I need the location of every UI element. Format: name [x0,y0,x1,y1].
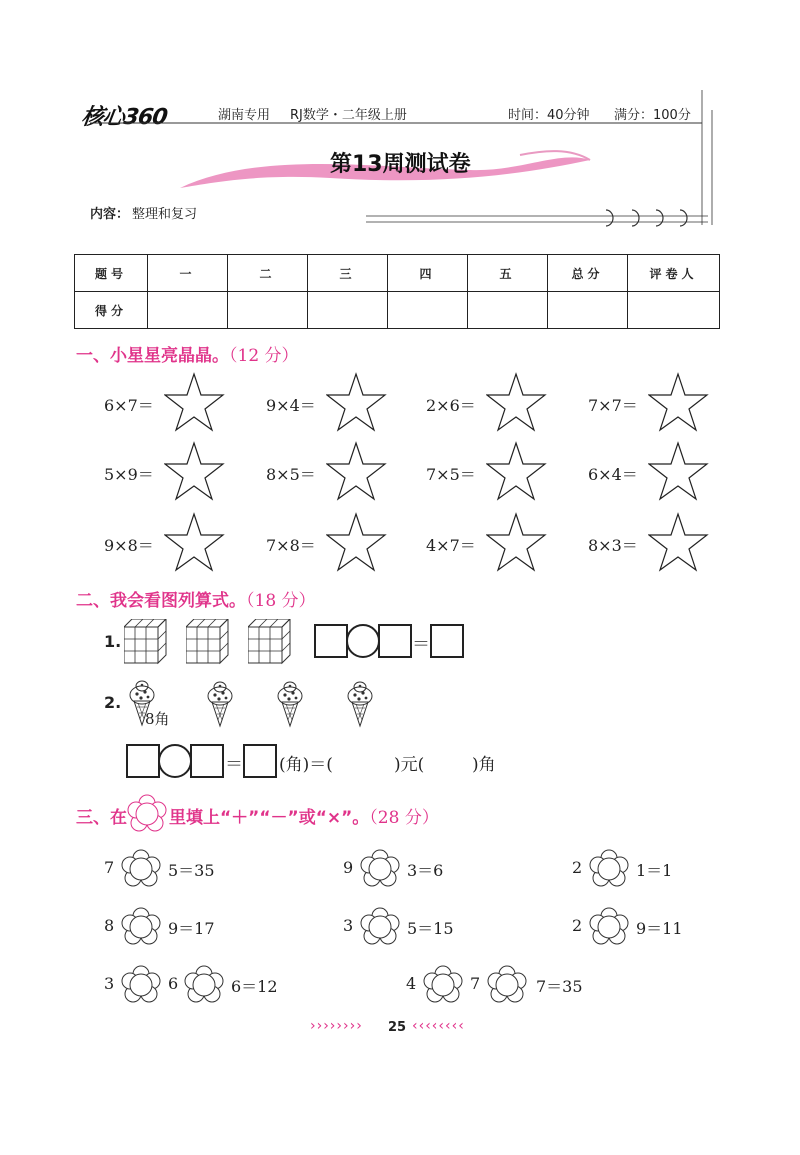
answer-box[interactable] [430,624,464,658]
star-answer-box[interactable] [648,441,710,501]
score-row-label: 得分 [75,292,148,329]
flower-answer-slot[interactable] [184,965,224,1005]
star-expression: 4×7＝ [426,536,476,555]
section3-title: 里填上“＋”“－”或“×”。 [169,808,370,828]
subject-label: RJ数学・二年级上册 [290,108,407,123]
star-expression: 9×4＝ [266,396,316,415]
fill-number: 7 [104,858,115,877]
cube-block-image [248,619,292,665]
star-answer-box[interactable] [164,372,226,432]
star-expression: 7×5＝ [426,465,476,484]
section3-points: （28 分） [369,808,439,828]
score-cell[interactable] [308,292,388,329]
content-label: 内容： [90,207,130,222]
fill-number: 2 [572,916,583,935]
star-answer-box[interactable] [326,441,388,501]
flower-answer-slot[interactable] [589,907,629,947]
fill-number: 9 [343,858,354,877]
fill-number: 3 [104,974,115,993]
flower-answer-slot[interactable] [360,849,400,889]
section2-title: 二、我会看图列算式。 [76,591,246,611]
section3-heading-pre: 三、在 [76,808,127,828]
star-answer-box[interactable] [648,372,710,432]
star-expression: 8×5＝ [266,465,316,484]
footer-arrows-left: ›››››››› [310,1018,363,1034]
section3-heading-post [169,803,439,828]
score-header-cell: 总分 [548,255,628,292]
page-title: 第13周测试卷 [330,152,471,177]
operator-circle[interactable] [158,744,192,778]
flower-answer-slot[interactable] [121,965,161,1005]
star-answer-box[interactable] [486,372,548,432]
fill-number: 7 [470,974,481,993]
fill-expression: 3＝6 [407,861,444,880]
score-header-cell: 题号 [75,255,148,292]
content-value: 整理和复习 [132,207,198,222]
score-cell[interactable] [388,292,468,329]
ice-cream-image [344,680,376,728]
fill-expression: 6＝12 [231,977,278,996]
equals-sign: ＝ [225,754,243,775]
star-answer-box[interactable] [164,512,226,572]
cube-block-image [186,619,230,665]
answer-box[interactable] [126,744,160,778]
fill-expression: 1＝1 [636,861,673,880]
score-table-score-row [75,292,720,329]
score-cell[interactable] [148,292,228,329]
ice-cream-image [204,680,236,728]
star-expression: 5×9＝ [104,465,154,484]
star-expression: 9×8＝ [104,536,154,555]
flower-answer-slot[interactable] [487,965,527,1005]
star-answer-box[interactable] [486,512,548,572]
unit-yuan-text: )元( [394,755,425,775]
fill-number: 2 [572,858,583,877]
cube-block-image [124,619,168,665]
star-answer-box[interactable] [648,512,710,572]
ice-cream-image [274,680,306,728]
star-expression: 6×7＝ [104,396,154,415]
star-answer-box[interactable] [486,441,548,501]
fill-expression: 5＝15 [407,919,454,938]
fill-number: 4 [406,974,417,993]
star-expression: 7×8＝ [266,536,316,555]
fill-expression: 7＝35 [536,977,583,996]
score-cell[interactable] [228,292,308,329]
star-answer-box[interactable] [164,441,226,501]
star-expression: 8×3＝ [588,536,638,555]
answer-box[interactable] [314,624,348,658]
unit-jiao-end-text: )角 [472,755,496,775]
fill-number: 3 [343,916,354,935]
star-expression: 6×4＝ [588,465,638,484]
score-header-cell: 二 [228,255,308,292]
score-header-cell: 评卷人 [628,255,720,292]
fill-number: 8 [104,916,115,935]
score-header-cell: 一 [148,255,228,292]
q2-label: 2. [104,693,122,712]
fill-number: 6 [168,974,179,993]
flower-icon [127,794,167,834]
answer-box[interactable] [190,744,224,778]
section2-heading [76,586,316,611]
price-label: 8角 [145,710,170,728]
fill-expression: 9＝17 [168,919,215,938]
star-expression: 2×6＝ [426,396,476,415]
score-header-cell: 四 [388,255,468,292]
flower-answer-slot[interactable] [121,849,161,889]
answer-box[interactable] [378,624,412,658]
score-table-header-row [75,255,720,292]
time-label: 时间：40分钟 [508,108,590,123]
score-header-cell: 三 [308,255,388,292]
star-answer-box[interactable] [326,512,388,572]
brand-logo: 核心360 [79,105,169,130]
score-cell[interactable] [628,292,720,329]
moon-ornaments [606,210,687,226]
star-answer-box[interactable] [326,372,388,432]
flower-answer-slot[interactable] [423,965,463,1005]
section1-title: 一、小星星亮晶晶。 [76,346,229,366]
unit-jiao-text: (角)＝( [279,755,333,775]
section1-points: （12 分） [229,346,299,366]
edition-label: 湖南专用 [218,108,271,123]
flower-answer-slot[interactable] [121,907,161,947]
footer-arrows-right: ‹‹‹‹‹‹‹‹ [412,1018,465,1034]
score-cell[interactable] [468,292,548,329]
page-number: 25 [388,1020,407,1035]
fill-expression: 5＝35 [168,861,215,880]
section1-heading [76,341,299,366]
operator-circle[interactable] [346,624,380,658]
fill-expression: 9＝11 [636,919,683,938]
answer-box[interactable] [243,744,277,778]
flower-answer-slot[interactable] [360,907,400,947]
score-header-cell: 五 [468,255,548,292]
score-cell[interactable] [548,292,628,329]
section2-points: （18 分） [246,591,316,611]
equals-sign: ＝ [412,634,430,655]
q1-label: 1. [104,632,122,651]
full-score-label: 满分：100分 [614,108,691,123]
flower-answer-slot[interactable] [589,849,629,889]
score-table [74,254,720,329]
star-expression: 7×7＝ [588,396,638,415]
